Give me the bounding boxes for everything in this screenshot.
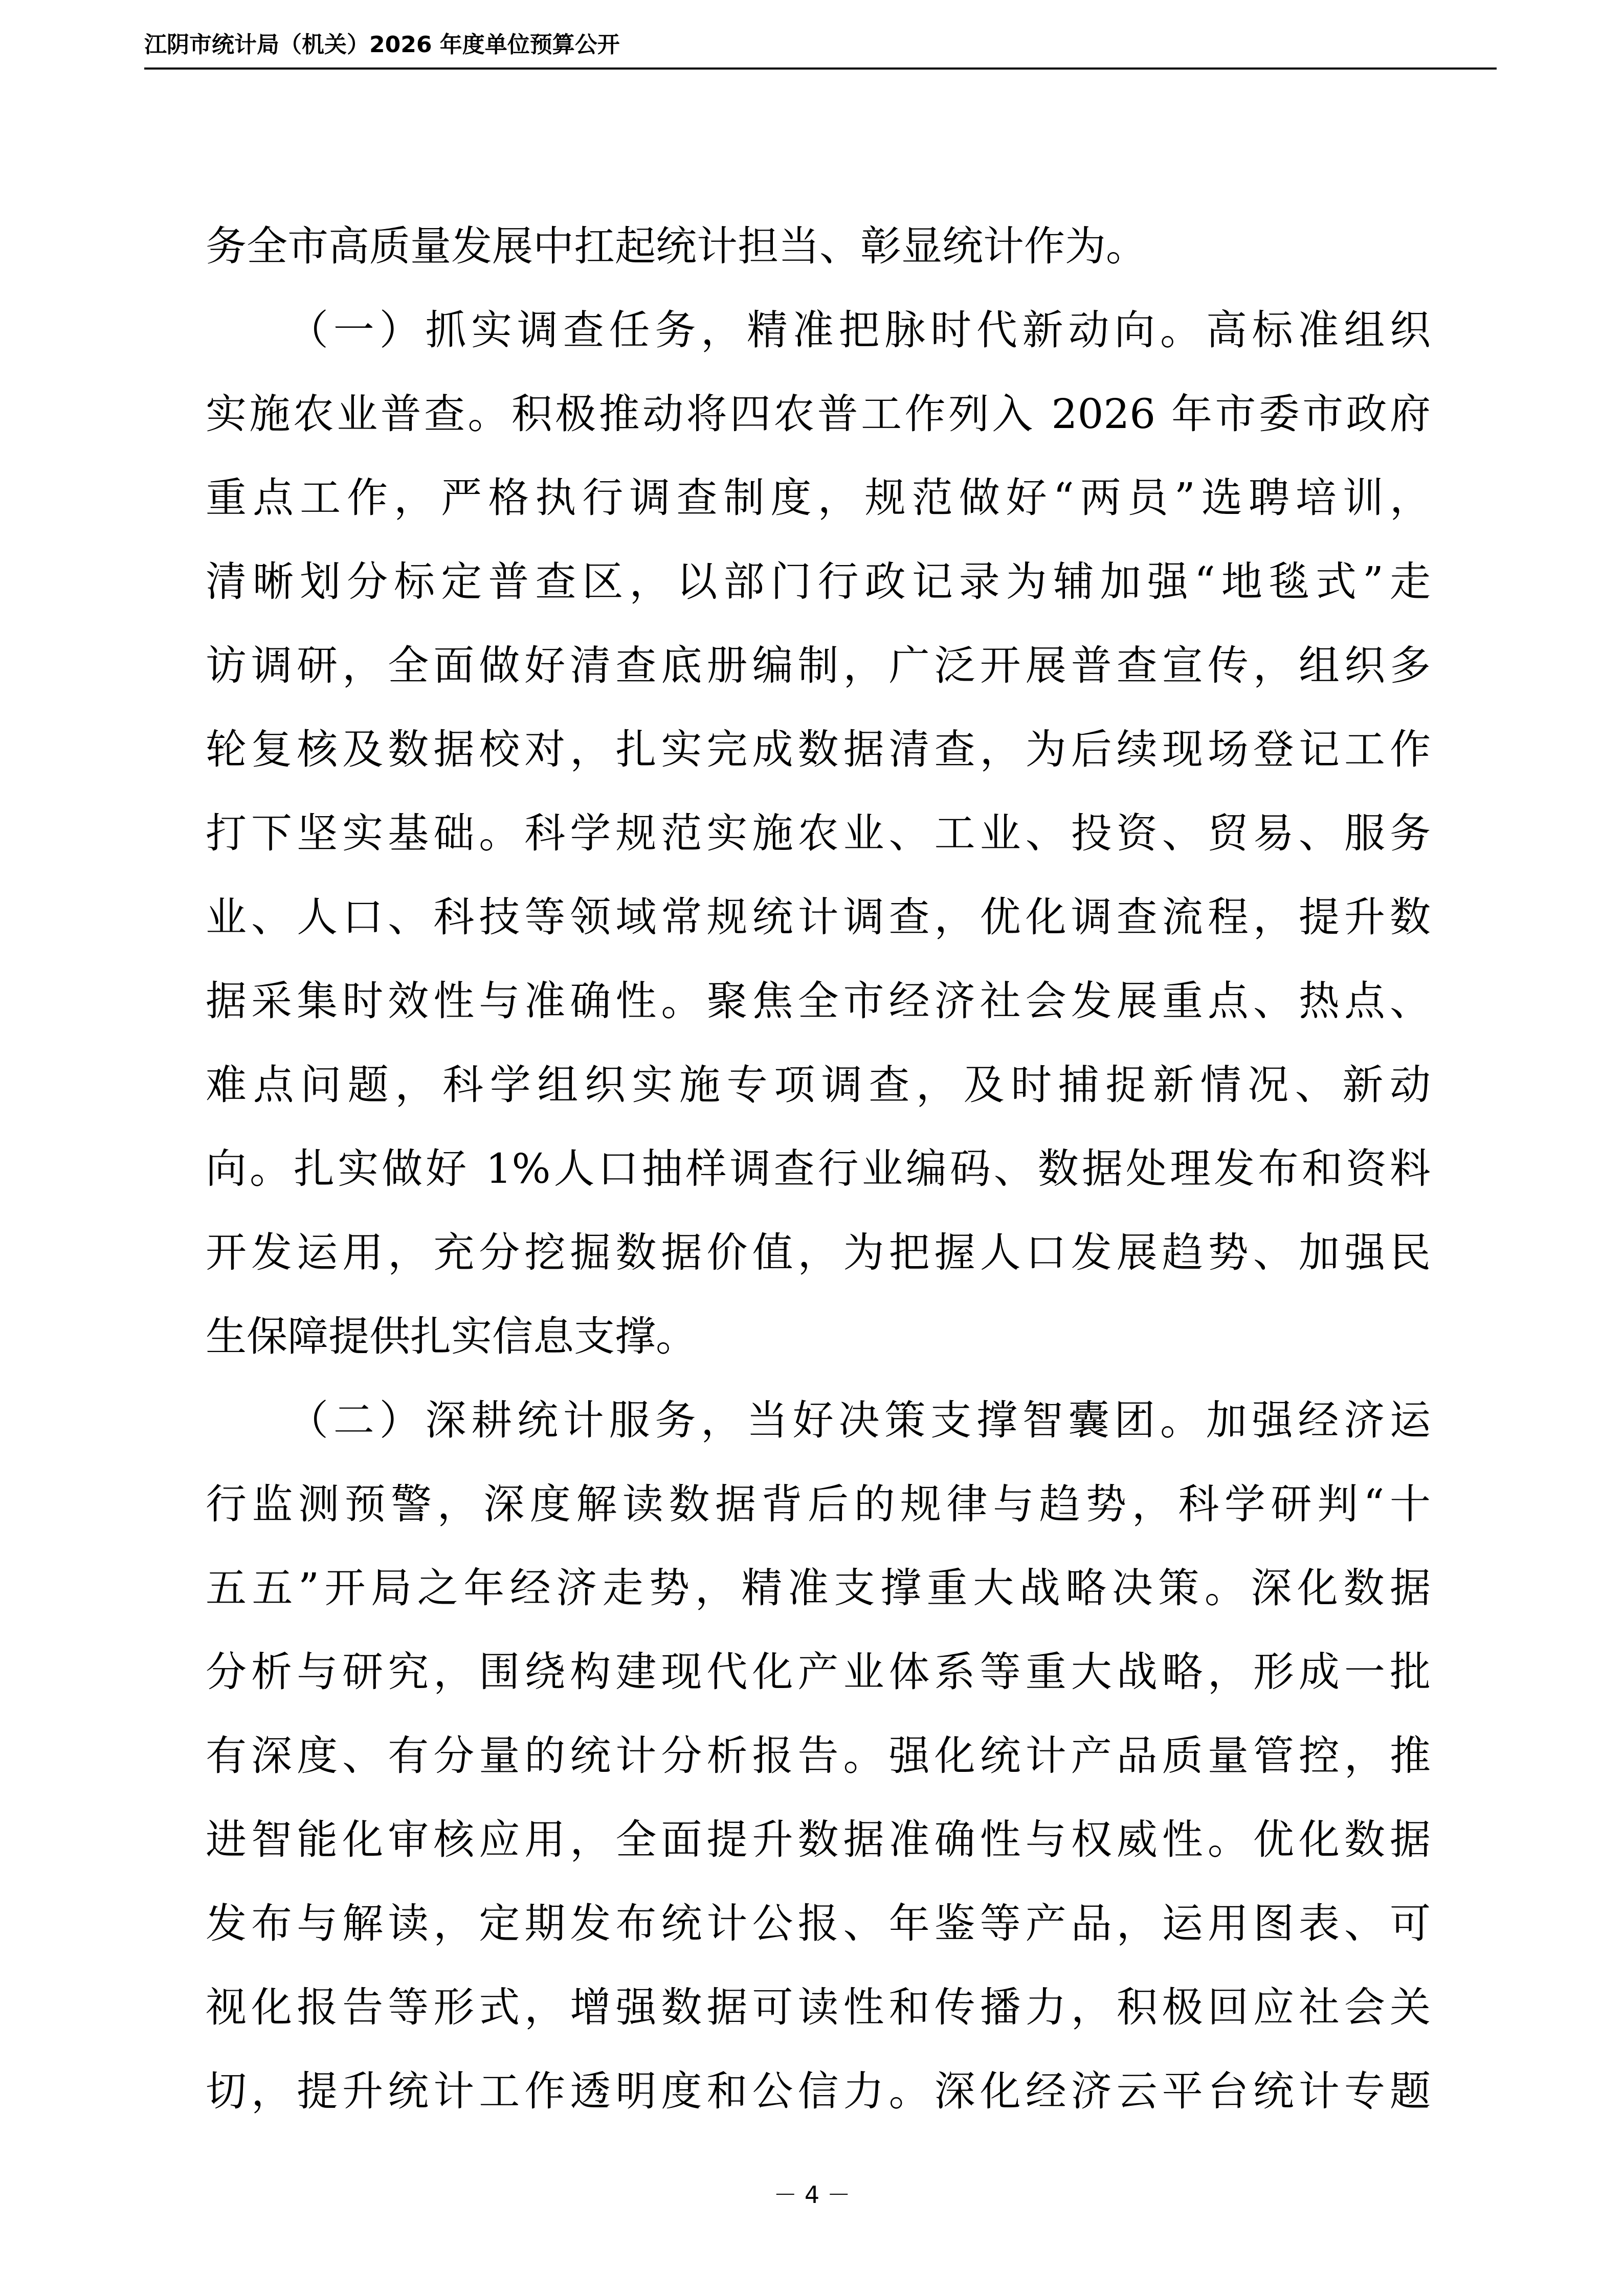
paragraph-line: 轮复核及数据校对，扎实完成数据清查，为后续现场登记工作: [206, 726, 1431, 773]
paragraph-line: 向。扎实做好 1%人口抽样调查行业编码、数据处理发布和资料: [206, 1145, 1431, 1192]
paragraph-line: 分析与研究，围绕构建现代化产业体系等重大战略，形成一批: [206, 1648, 1431, 1696]
paragraph-line: 有深度、有分量的统计分析报告。强化统计产品质量管控，推: [206, 1732, 1431, 1780]
page-number: － 4 －: [773, 2181, 851, 2209]
paragraph-line: 发布与解读，定期发布统计公报、年鉴等产品，运用图表、可: [206, 1900, 1431, 1947]
paragraph-line: 重点工作，严格执行调查制度，规范做好“两员”选聘培训，: [206, 474, 1431, 522]
paragraph-line: （一）抓实调查任务，精准把脉时代新动向。高标准组织: [287, 306, 1431, 354]
paragraph-line: 据采集时效性与准确性。聚焦全市经济社会发展重点、热点、: [206, 977, 1431, 1025]
paragraph-line: 清晰划分标定普查区，以部门行政记录为辅加强“地毯式”走: [206, 558, 1431, 605]
paragraph-line: 务全市高质量发展中扛起统计担当、彰显统计作为。: [206, 222, 1147, 270]
paragraph-line: 难点问题，科学组织实施专项调查，及时捕捉新情况、新动: [206, 1061, 1431, 1109]
paragraph-line: 业、人口、科技等领域常规统计调查，优化调查流程，提升数: [206, 893, 1431, 941]
paragraph-line: 行监测预警，深度解读数据背后的规律与趋势，科学研判“十: [206, 1480, 1431, 1528]
header-title: 江阴市统计局（机关）2026 年度单位预算公开: [144, 32, 620, 58]
paragraph-line: 五五”开局之年经济走势，精准支撑重大战略决策。深化数据: [206, 1564, 1431, 1612]
paragraph-line: 开发运用，充分挖掘数据价值，为把握人口发展趋势、加强民: [206, 1229, 1431, 1276]
paragraph-line: 切，提升统计工作透明度和公信力。深化经济云平台统计专题: [206, 2067, 1431, 2115]
page-header: [144, 27, 1497, 70]
paragraph-line: 访调研，全面做好清查底册编制，广泛开展普查宣传，组织多: [206, 642, 1431, 689]
paragraph-line: 生保障提供扎实信息支撑。: [206, 1313, 697, 1360]
paragraph-line: 打下坚实基础。科学规范实施农业、工业、投资、贸易、服务: [206, 809, 1431, 857]
body-text: [206, 205, 1431, 2133]
paragraph-line: 视化报告等形式，增强数据可读性和传播力，积极回应社会关: [206, 1984, 1431, 2031]
paragraph-line: 实施农业普查。积极推动将四农普工作列入 2026 年市委市政府: [206, 390, 1431, 438]
paragraph-line: （二）深耕统计服务，当好决策支撑智囊团。加强经济运: [287, 1397, 1431, 1444]
paragraph-line: 进智能化审核应用，全面提升数据准确性与权威性。优化数据: [206, 1816, 1431, 1863]
